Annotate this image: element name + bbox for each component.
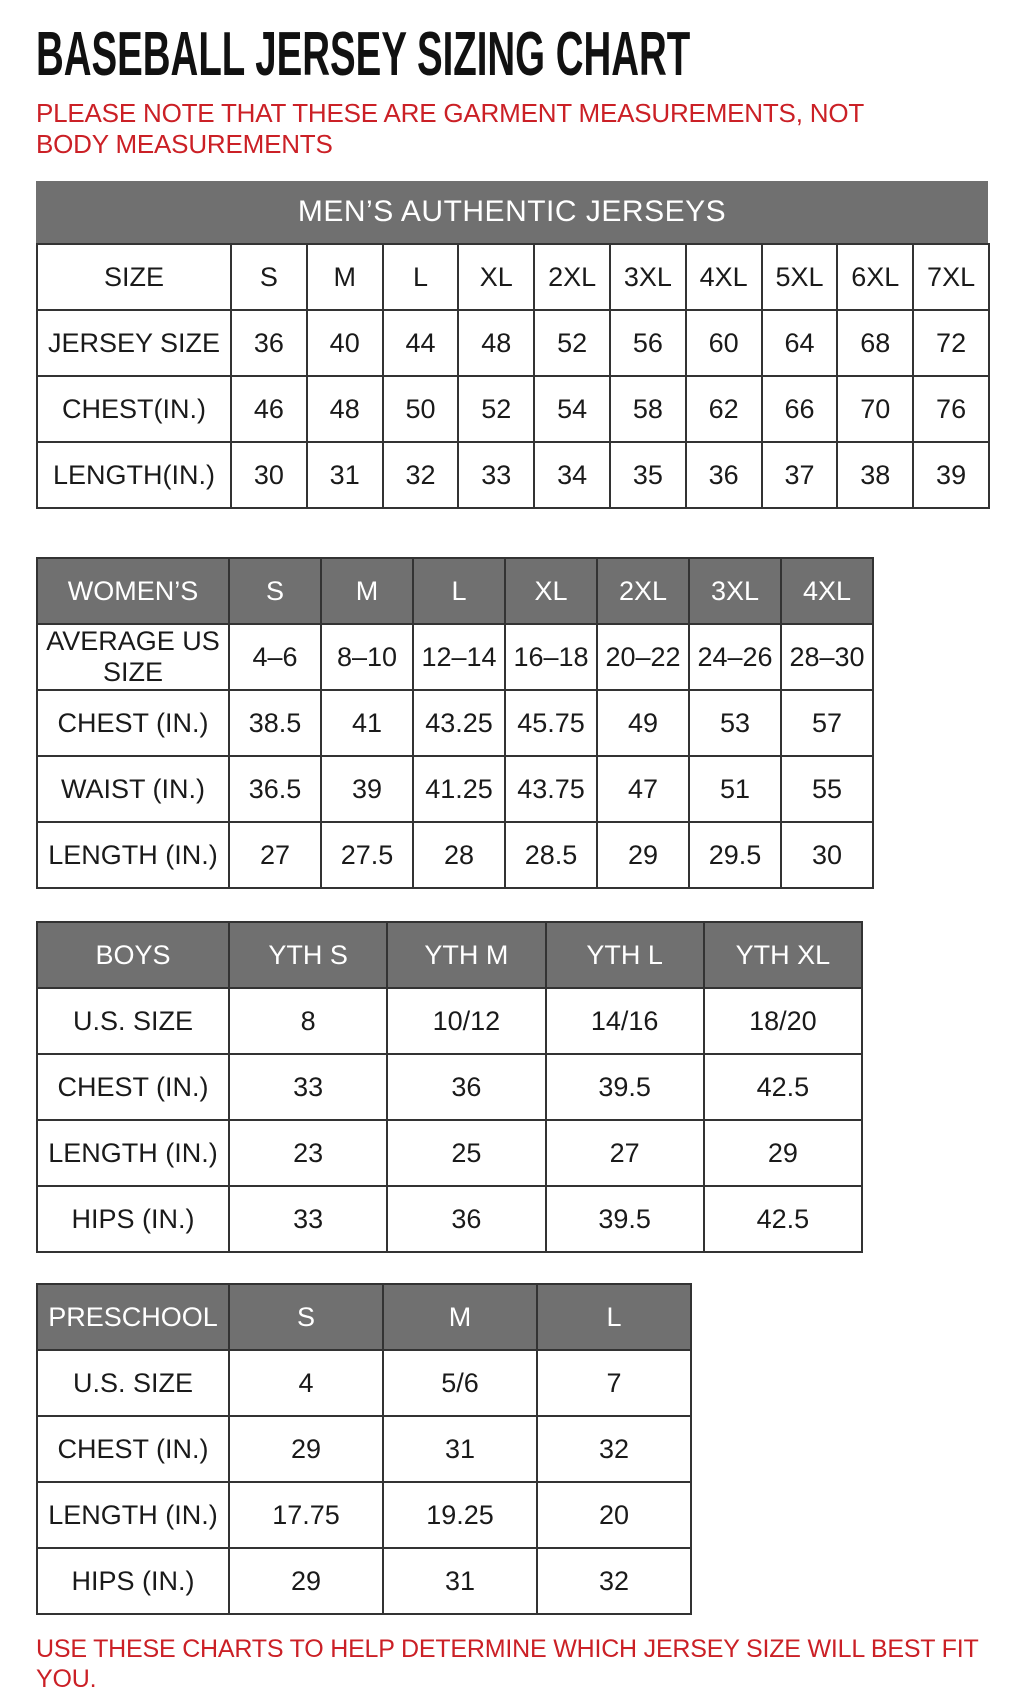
value-cell: 30: [231, 442, 307, 508]
value-cell: 33: [229, 1054, 387, 1120]
preschool-table-row: [37, 1416, 691, 1482]
womens-size-header: 2XL: [597, 558, 689, 624]
womens-size-header: M: [321, 558, 413, 624]
value-cell: 29: [704, 1120, 862, 1186]
row-label: JERSEY SIZE: [37, 310, 231, 376]
mens-header-label: SIZE: [37, 244, 231, 310]
value-cell: 52: [534, 310, 610, 376]
value-cell: 52: [458, 376, 534, 442]
boys-header-row: [37, 922, 862, 988]
row-label: CHEST (IN.): [37, 1416, 229, 1482]
value-cell: 36: [231, 310, 307, 376]
value-cell: 53: [689, 690, 781, 756]
womens-table-row: [37, 624, 873, 690]
womens-table-row: [37, 690, 873, 756]
boys-table-row: [37, 988, 862, 1054]
value-cell: 32: [537, 1548, 691, 1614]
row-label: CHEST(IN.): [37, 376, 231, 442]
value-cell: 24–26: [689, 624, 781, 690]
value-cell: 20: [537, 1482, 691, 1548]
value-cell: 39.5: [546, 1054, 704, 1120]
preschool-header-row: [37, 1284, 691, 1350]
womens-table-row: [37, 756, 873, 822]
preschool-table-row: [37, 1482, 691, 1548]
value-cell: 57: [781, 690, 873, 756]
value-cell: 49: [597, 690, 689, 756]
mens-size-header: 7XL: [913, 244, 989, 310]
value-cell: 58: [610, 376, 686, 442]
preschool-size-header: S: [229, 1284, 383, 1350]
value-cell: 42.5: [704, 1186, 862, 1252]
value-cell: 32: [383, 442, 459, 508]
value-cell: 50: [383, 376, 459, 442]
value-cell: 34: [534, 442, 610, 508]
row-label: LENGTH (IN.): [37, 1482, 229, 1548]
value-cell: 46: [231, 376, 307, 442]
value-cell: 4–6: [229, 624, 321, 690]
value-cell: 32: [537, 1416, 691, 1482]
value-cell: 44: [383, 310, 459, 376]
preschool-size-header: M: [383, 1284, 537, 1350]
preschool-size-header: L: [537, 1284, 691, 1350]
value-cell: 23: [229, 1120, 387, 1186]
value-cell: 7: [537, 1350, 691, 1416]
boys-header-label: BOYS: [37, 922, 229, 988]
value-cell: 35: [610, 442, 686, 508]
womens-header-row: [37, 558, 873, 624]
womens-size-header: 4XL: [781, 558, 873, 624]
value-cell: 17.75: [229, 1482, 383, 1548]
mens-size-header: 3XL: [610, 244, 686, 310]
value-cell: 41: [321, 690, 413, 756]
boys-sizing-table: [36, 921, 863, 1253]
fit-advice-note: USE THESE CHARTS TO HELP DETERMINE WHICH JERSEY SIZE WILL BEST FIT YOU.: [36, 1635, 979, 1693]
boys-table-row: [37, 1054, 862, 1120]
boys-table-row: [37, 1186, 862, 1252]
row-label: CHEST (IN.): [37, 690, 229, 756]
value-cell: 39: [321, 756, 413, 822]
mens-size-header: 5XL: [762, 244, 838, 310]
womens-sizing-table: [36, 557, 874, 889]
value-cell: 64: [762, 310, 838, 376]
womens-size-header: L: [413, 558, 505, 624]
value-cell: 40: [307, 310, 383, 376]
value-cell: 31: [383, 1548, 537, 1614]
garment-measurements-note: PLEASE NOTE THAT THESE ARE GARMENT MEASUREMENTS, NOT BODY MEASUREMENTS: [36, 98, 864, 159]
value-cell: 36: [686, 442, 762, 508]
mens-table-row: [37, 376, 989, 442]
womens-size-header: 3XL: [689, 558, 781, 624]
value-cell: 39.5: [546, 1186, 704, 1252]
value-cell: 54: [534, 376, 610, 442]
value-cell: 55: [781, 756, 873, 822]
row-label: WAIST (IN.): [37, 756, 229, 822]
preschool-sizing-table: [36, 1283, 692, 1615]
value-cell: 16–18: [505, 624, 597, 690]
value-cell: 39: [913, 442, 989, 508]
boys-size-header: YTH M: [387, 922, 545, 988]
value-cell: 62: [686, 376, 762, 442]
preschool-table-row: [37, 1548, 691, 1614]
value-cell: 68: [837, 310, 913, 376]
row-label: U.S. SIZE: [37, 1350, 229, 1416]
value-cell: 76: [913, 376, 989, 442]
value-cell: 28.5: [505, 822, 597, 888]
value-cell: 29.5: [689, 822, 781, 888]
mens-size-header: M: [307, 244, 383, 310]
value-cell: 19.25: [383, 1482, 537, 1548]
value-cell: 36.5: [229, 756, 321, 822]
row-label: LENGTH (IN.): [37, 1120, 229, 1186]
preschool-header-label: PRESCHOOL: [37, 1284, 229, 1350]
row-label: CHEST (IN.): [37, 1054, 229, 1120]
value-cell: 18/20: [704, 988, 862, 1054]
value-cell: 28: [413, 822, 505, 888]
value-cell: 30: [781, 822, 873, 888]
value-cell: 14/16: [546, 988, 704, 1054]
value-cell: 66: [762, 376, 838, 442]
mens-table-row: [37, 442, 989, 508]
mens-size-header: 6XL: [837, 244, 913, 310]
row-label: LENGTH (IN.): [37, 822, 229, 888]
mens-sizing-table: [36, 243, 990, 509]
value-cell: 41.25: [413, 756, 505, 822]
mens-size-header: 4XL: [686, 244, 762, 310]
value-cell: 37: [762, 442, 838, 508]
value-cell: 48: [307, 376, 383, 442]
row-label: AVERAGE US SIZE: [37, 624, 229, 690]
mens-table-row: [37, 310, 989, 376]
value-cell: 36: [387, 1054, 545, 1120]
value-cell: 10/12: [387, 988, 545, 1054]
mens-size-header: 2XL: [534, 244, 610, 310]
mens-header-row: [37, 244, 989, 310]
boys-size-header: YTH XL: [704, 922, 862, 988]
preschool-table-row: [37, 1350, 691, 1416]
value-cell: 33: [458, 442, 534, 508]
value-cell: 51: [689, 756, 781, 822]
value-cell: 29: [597, 822, 689, 888]
value-cell: 8–10: [321, 624, 413, 690]
value-cell: 31: [307, 442, 383, 508]
womens-size-header: XL: [505, 558, 597, 624]
value-cell: 27: [546, 1120, 704, 1186]
boys-table-row: [37, 1120, 862, 1186]
value-cell: 27: [229, 822, 321, 888]
value-cell: 43.25: [413, 690, 505, 756]
value-cell: 38.5: [229, 690, 321, 756]
value-cell: 29: [229, 1416, 383, 1482]
value-cell: 43.75: [505, 756, 597, 822]
value-cell: 4: [229, 1350, 383, 1416]
value-cell: 33: [229, 1186, 387, 1252]
value-cell: 70: [837, 376, 913, 442]
value-cell: 48: [458, 310, 534, 376]
mens-size-header: L: [383, 244, 459, 310]
value-cell: 47: [597, 756, 689, 822]
value-cell: 12–14: [413, 624, 505, 690]
value-cell: 27.5: [321, 822, 413, 888]
value-cell: 28–30: [781, 624, 873, 690]
value-cell: 25: [387, 1120, 545, 1186]
womens-header-label: WOMEN’S: [37, 558, 229, 624]
value-cell: 42.5: [704, 1054, 862, 1120]
value-cell: 5/6: [383, 1350, 537, 1416]
mens-table-banner: MEN’S AUTHENTIC JERSEYS: [36, 181, 988, 243]
boys-size-header: YTH L: [546, 922, 704, 988]
value-cell: 38: [837, 442, 913, 508]
value-cell: 31: [383, 1416, 537, 1482]
value-cell: 45.75: [505, 690, 597, 756]
womens-size-header: S: [229, 558, 321, 624]
value-cell: 72: [913, 310, 989, 376]
page-title-text: BASEBALL JERSEY SIZING CHART: [36, 20, 691, 89]
row-label: HIPS (IN.): [37, 1186, 229, 1252]
value-cell: 60: [686, 310, 762, 376]
row-label: HIPS (IN.): [37, 1548, 229, 1614]
mens-size-header: S: [231, 244, 307, 310]
page-title: [36, 20, 988, 89]
row-label: U.S. SIZE: [37, 988, 229, 1054]
value-cell: 36: [387, 1186, 545, 1252]
mens-size-header: XL: [458, 244, 534, 310]
value-cell: 20–22: [597, 624, 689, 690]
value-cell: 29: [229, 1548, 383, 1614]
row-label: LENGTH(IN.): [37, 442, 231, 508]
value-cell: 8: [229, 988, 387, 1054]
womens-table-row: [37, 822, 873, 888]
boys-size-header: YTH S: [229, 922, 387, 988]
value-cell: 56: [610, 310, 686, 376]
